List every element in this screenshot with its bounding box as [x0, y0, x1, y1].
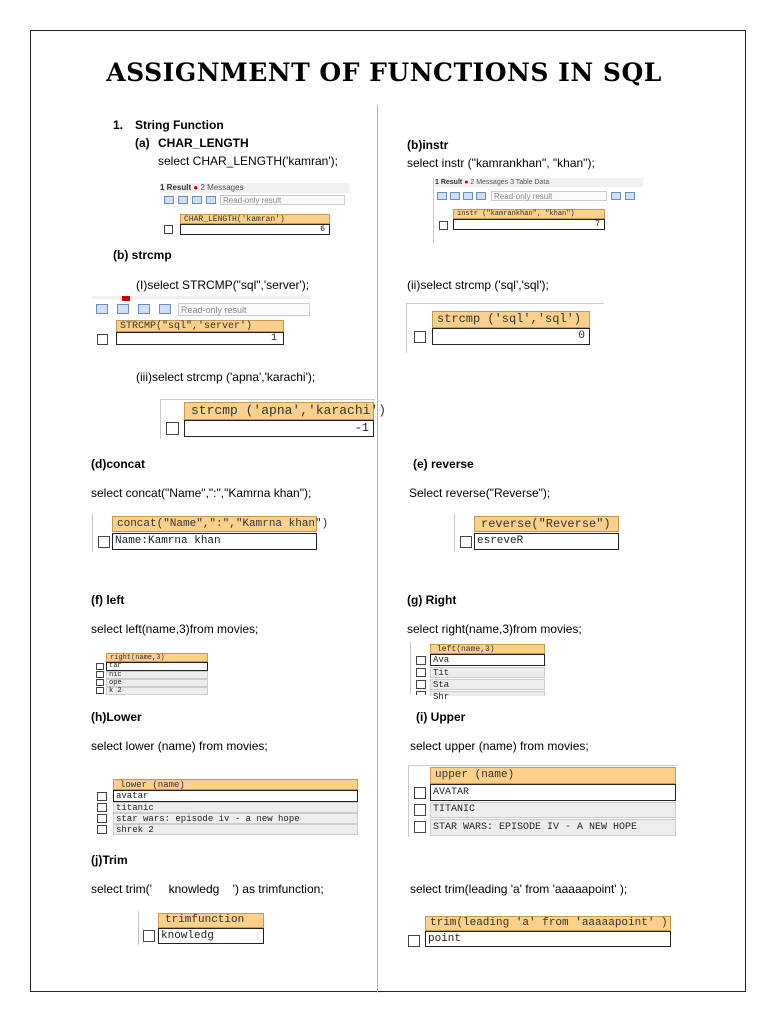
column-header[interactable]: reverse("Reverse") [474, 516, 619, 532]
toolbar-icon[interactable] [206, 196, 216, 204]
row-checkbox[interactable] [98, 536, 110, 548]
column-header[interactable]: trimfunction [158, 913, 264, 928]
column-header[interactable]: STRCMP("sql",'server') [116, 320, 284, 332]
result-value[interactable]: 1 [116, 332, 284, 345]
readonly-label: Read-only result [491, 191, 607, 201]
item-a-name: CHAR_LENGTH [158, 136, 249, 150]
table-row[interactable]: k 2 [106, 687, 208, 695]
item-reverse-label: (e) reverse [413, 457, 474, 471]
toolbar-icon[interactable] [463, 192, 473, 200]
strcmp-query-1: (I)select STRCMP("sql",'server'); [136, 278, 310, 292]
result-value[interactable]: 0 [432, 328, 590, 345]
row-checkbox[interactable] [416, 656, 426, 665]
row-checkbox[interactable] [97, 334, 108, 345]
item-trim-query: select trim(' knowledg ') as trimfunction; [91, 882, 324, 896]
row-checkbox[interactable] [416, 691, 426, 695]
messages-tab[interactable]: 2 Messages [470, 179, 509, 186]
item-concat-query: select concat("Name",":","Kamrna khan"); [91, 486, 312, 500]
toolbar-icon[interactable] [117, 304, 129, 314]
table-row[interactable]: Sta [430, 679, 545, 690]
result-snapshot-right [410, 642, 550, 702]
page-frame [30, 30, 746, 992]
column-header[interactable]: lower (name) [113, 779, 358, 790]
result-value[interactable]: 7 [453, 219, 605, 230]
toolbar-icon[interactable] [437, 192, 447, 200]
row-checkbox[interactable] [97, 803, 107, 812]
row-checkbox[interactable] [414, 331, 426, 343]
item-lower-query: select lower (name) from movies; [91, 739, 268, 753]
result-snapshot-upper [408, 765, 680, 839]
result-value[interactable]: -1 [184, 420, 374, 437]
table-row[interactable]: shrek 2 [113, 824, 358, 835]
item-a-query: select CHAR_LENGTH('kamran'); [158, 154, 338, 168]
row-checkbox[interactable] [97, 792, 107, 801]
result-snapshot-strcmp-2 [406, 303, 606, 355]
row-checkbox[interactable] [416, 668, 426, 677]
toolbar-icon[interactable] [625, 192, 635, 200]
item-a-label: (a) [135, 136, 150, 150]
row-checkbox[interactable] [408, 935, 420, 947]
row-checkbox[interactable] [97, 814, 107, 823]
table-row[interactable]: Tit [430, 667, 545, 678]
result-snapshot-instr: 1 Result ● 2 Messages 3 Table Data Read-only result instr ("kamrankhan", "khan") 7 [433, 178, 643, 248]
column-header[interactable]: trim(leading 'a' from 'aaaaapoint' ) [425, 916, 671, 931]
result-value[interactable]: 6 [180, 224, 330, 235]
row-checkbox[interactable] [416, 680, 426, 689]
item-trim-leading-query: select trim(leading 'a' from 'aaaaapoint' ); [410, 882, 628, 896]
row-checkbox[interactable] [96, 671, 104, 678]
column-header[interactable]: right(name,3) [106, 653, 208, 662]
column-header[interactable]: upper (name) [430, 767, 676, 784]
row-checkbox[interactable] [164, 225, 173, 234]
item-lower-label: (h)Lower [91, 710, 142, 724]
column-header[interactable]: concat("Name",":","Kamrna khan") [112, 516, 317, 532]
page-title: ASSIGNMENT OF FUNCTIONS IN SQL [106, 58, 662, 87]
result-snapshot-trim [138, 911, 268, 947]
result-tab[interactable]: 1 Result [435, 179, 463, 186]
column-header[interactable]: strcmp ('apna','karachi') [184, 402, 374, 420]
item-instr-label: (b)instr [407, 138, 449, 152]
table-row[interactable]: TITANIC [430, 802, 676, 818]
toolbar-icon[interactable] [96, 304, 108, 314]
toolbar-icon[interactable] [178, 196, 188, 204]
item-left-label: (f) left [91, 593, 125, 607]
result-snapshot-reverse [454, 514, 624, 554]
item-strcmp-label: (b) strcmp [113, 248, 172, 262]
table-row[interactable]: ope [106, 679, 208, 687]
row-checkbox[interactable] [96, 663, 104, 670]
item-upper-query: select upper (name) from movies; [410, 739, 589, 753]
column-header[interactable]: CHAR_LENGTH('kamran') [180, 214, 330, 224]
result-snapshot-a: 1 Result ● 2 Messages Read-only result CHAR_LENGTH('kamran') 6 [160, 183, 350, 238]
table-row[interactable]: nic [106, 671, 208, 679]
table-row[interactable]: titanic [113, 802, 358, 813]
item-left-query: select left(name,3)from movies; [91, 622, 259, 636]
result-value[interactable]: knowledg [158, 928, 264, 944]
row-checkbox[interactable] [97, 825, 107, 834]
item-instr-query: select instr ("kamrankhan", "khan"); [407, 156, 595, 170]
toolbar-icon[interactable] [450, 192, 460, 200]
result-snapshot-lower [93, 779, 363, 839]
result-snapshot-trim-leading [405, 914, 673, 950]
table-row[interactable]: Shr [430, 691, 545, 696]
table-row[interactable]: Ava [430, 654, 545, 666]
toolbar-icon[interactable] [476, 192, 486, 200]
item-concat-label: (d)concat [91, 457, 145, 471]
toolbar-icon[interactable] [611, 192, 621, 200]
result-value[interactable]: esreveR [474, 533, 619, 550]
column-header[interactable]: instr ("kamrankhan", "khan") [453, 209, 605, 219]
item-reverse-query: Select reverse("Reverse"); [409, 486, 551, 500]
column-divider [377, 105, 378, 993]
result-snapshot-left [93, 650, 213, 698]
result-snapshot-concat [92, 514, 329, 554]
strcmp-query-2: (ii)select strcmp ('sql','sql'); [407, 278, 549, 292]
table-row[interactable]: AVATAR [430, 784, 676, 801]
toolbar-icon[interactable] [138, 304, 150, 314]
table-row[interactable]: avatar [113, 790, 358, 802]
row-checkbox[interactable] [96, 687, 104, 694]
toolbar-icon[interactable] [192, 196, 202, 204]
result-snapshot-strcmp-1 [92, 296, 312, 350]
row-checkbox[interactable] [166, 422, 179, 435]
row-checkbox[interactable] [96, 679, 104, 686]
section-title: String Function [135, 118, 224, 132]
table-row[interactable]: STAR WARS: EPISODE IV - A NEW HOPE [430, 819, 676, 836]
item-trim-label: (j)Trim [91, 853, 128, 867]
messages-tab[interactable]: 2 Messages [200, 183, 244, 192]
row-checkbox[interactable] [414, 804, 426, 816]
table-row[interactable]: tar [106, 662, 208, 671]
column-header[interactable]: left(name,3) [430, 644, 545, 654]
result-snapshot-strcmp-3 [160, 399, 387, 441]
result-value[interactable]: point [425, 931, 671, 947]
table-data-tab[interactable]: 3 Table Data [510, 179, 550, 186]
toolbar-icon[interactable] [164, 196, 174, 204]
section-number: 1. [113, 118, 124, 132]
readonly-label: Read-only result [220, 195, 345, 205]
table-row[interactable]: star wars: episode iv - a new hope [113, 813, 358, 824]
item-upper-label: (i) Upper [416, 710, 466, 724]
result-tab[interactable]: 1 Result [160, 183, 192, 192]
toolbar-icon[interactable] [159, 304, 171, 314]
row-checkbox[interactable] [439, 221, 448, 230]
strcmp-query-3: (iii)select strcmp ('apna','karachi'); [136, 370, 316, 384]
row-checkbox[interactable] [414, 821, 426, 833]
item-right-query: select right(name,3)from movies; [407, 622, 582, 636]
item-right-label: (g) Right [407, 593, 457, 607]
column-header[interactable]: strcmp ('sql','sql') [432, 311, 590, 328]
row-checkbox[interactable] [460, 536, 472, 548]
row-checkbox[interactable] [414, 787, 426, 799]
readonly-label: Read-only result [178, 303, 310, 316]
row-checkbox[interactable] [143, 930, 155, 942]
result-value[interactable]: Name:Kamrna khan [112, 533, 317, 550]
